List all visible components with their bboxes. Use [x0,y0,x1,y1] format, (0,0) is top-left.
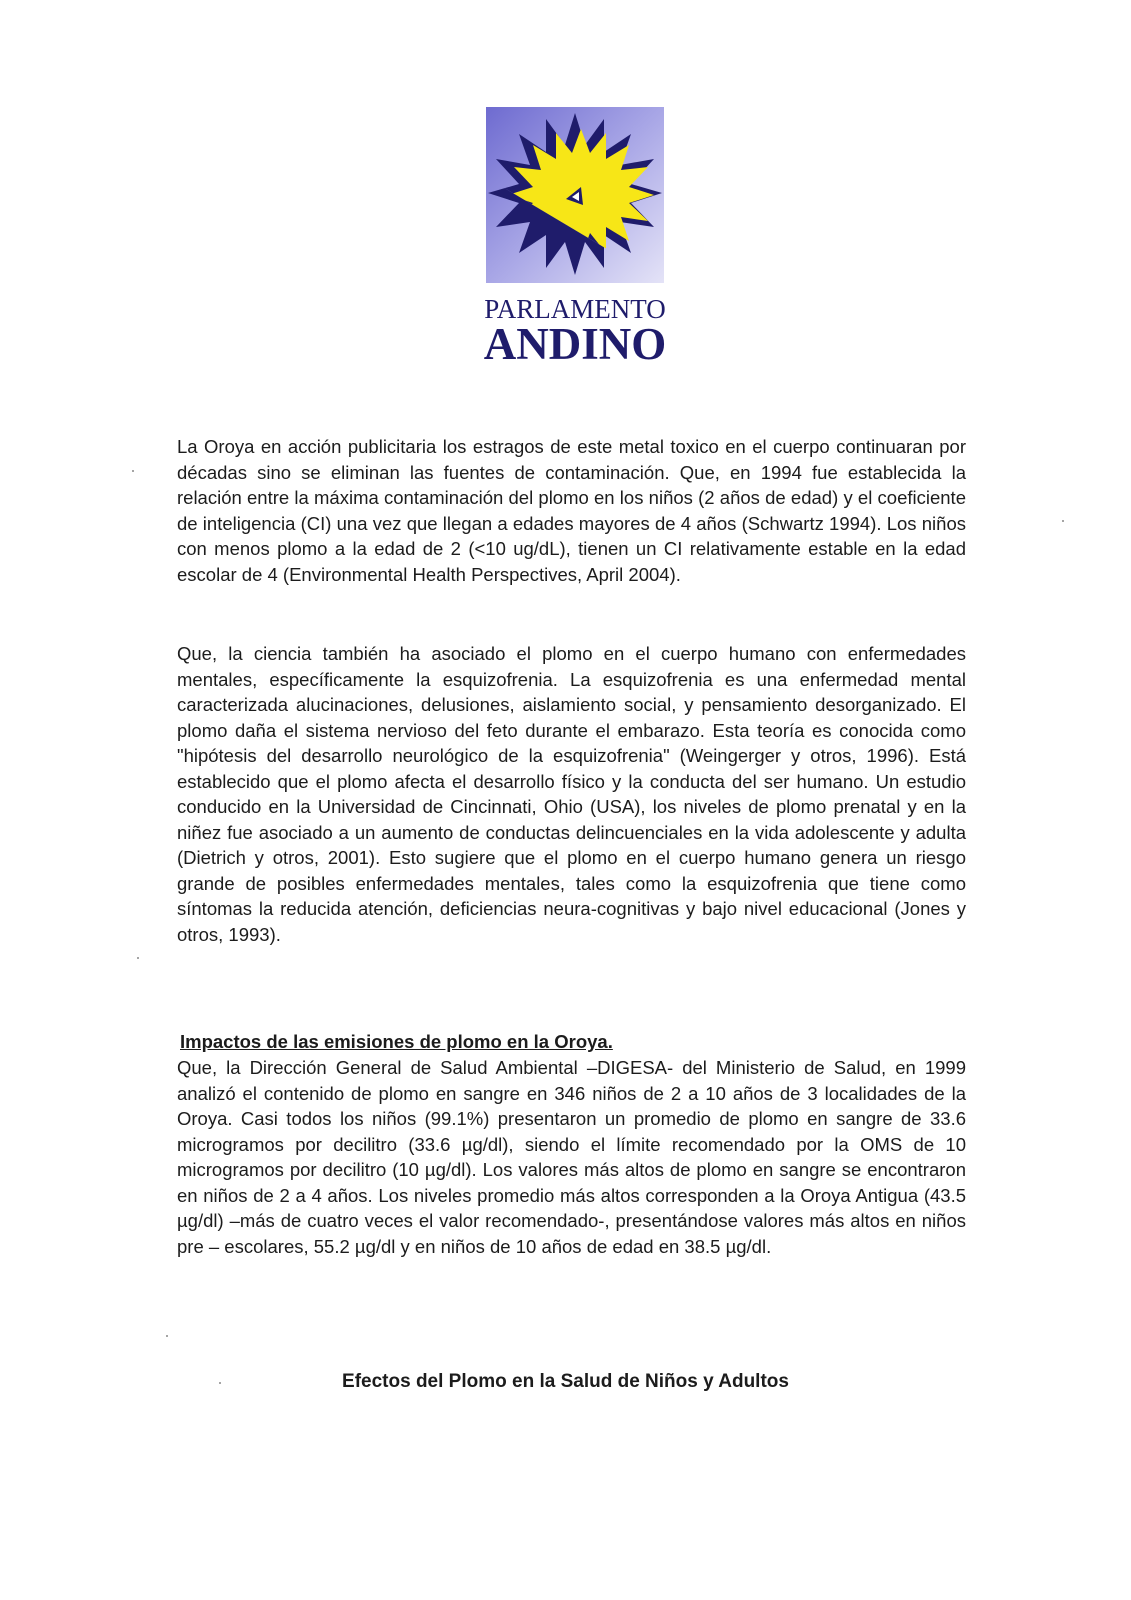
parlamento-andino-logo-icon [486,107,664,283]
section-heading: Impactos de las emisiones de plomo en la Oroya. [180,1031,613,1052]
scan-speck [166,1335,168,1337]
paragraph-1: La Oroya en acción publicitaria los estragos de este metal toxico en el cuerpo continuaran por décadas sino se eliminan las fuentes de contaminación. Que, en 1994 fue establecida la relación entre la máxima contaminación del plomo en los niños (2 años de edad) y el coeficiente de inteligencia (CI) una vez que llegan a edades mayores de 4 años (Schwartz 1994). Los niños con menos plomo a la edad de 2 (<10 ug/dL), tienen un CI relativamente estable en la edad escolar de 4 (Environmental Health Perspectives, April 2004). [177,436,966,585]
scan-speck [137,957,139,959]
logo-title-line2: ANDINO [483,319,667,369]
scan-speck [1062,520,1064,522]
paragraph-2: Que, la ciencia también ha asociado el plomo en el cuerpo humano con enfermedades mentales, específicamente la esquizofrenia. La esquizofrenia es una enfermedad mental caracterizada alucinaciones, delusiones, aislamiento social, y pensamiento desorganizado. El plomo daña el sistema nervioso del feto durante el embarazo. Esta teoría es conocida como "hipótesis del desarrollo neurológico de la esquizofrenia" (Weingerger y otros, 1996). Está establecido que el plomo afecta el desarrollo físico y la conducta del ser humano. Un estudio conducido en la Universidad de Cincinnati, Ohio (USA), los niveles de plomo prenatal y en la niñez fue asociado a un aumento de conductas delincuenciales en la vida adolescente y adulta (Dietrich y otros, 2001). Esto sugiere que el plomo en el cuerpo humano genera un riesgo grande de posibles enfermedades mentales, tales como la esquizofrenia que tiene como síntomas la reducida atención, deficiencias neura-cognitivas y bajo nivel educacional (Jones y otros, 1993). [177,643,966,945]
scan-speck [219,1382,221,1384]
scan-speck [132,470,134,472]
logo-title-line1: PARLAMENTO [484,294,666,324]
next-section-title: Efectos del Plomo en la Salud de Niños y Adultos [342,1371,789,1392]
paragraph-3: Que, la Dirección General de Salud Ambiental –DIGESA- del Ministerio de Salud, en 1999 analizó el contenido de plomo en sangre en 346 niños de 2 a 10 años de 3 localidades de la Oroya. Casi todos los niños (99.1%) presentaron un promedio de plomo en sangre de 33.6 microgramos por decilitro (33.6 µg/dl), siendo el límite recomendado por la OMS de 10 microgramos por decilitro (10 µg/dl). Los valores más altos de plomo en sangre se encontraron en niños de 2 a 4 años. Los niveles promedio más altos corresponden a la Oroya Antigua (43.5 µg/dl) –más de cuatro veces el valor recomendado-, presentándose valores más altos en niños pre – escolares, 55.2 µg/dl y en niños de 10 años de edad en 38.5 µg/dl. [177,1057,966,1257]
